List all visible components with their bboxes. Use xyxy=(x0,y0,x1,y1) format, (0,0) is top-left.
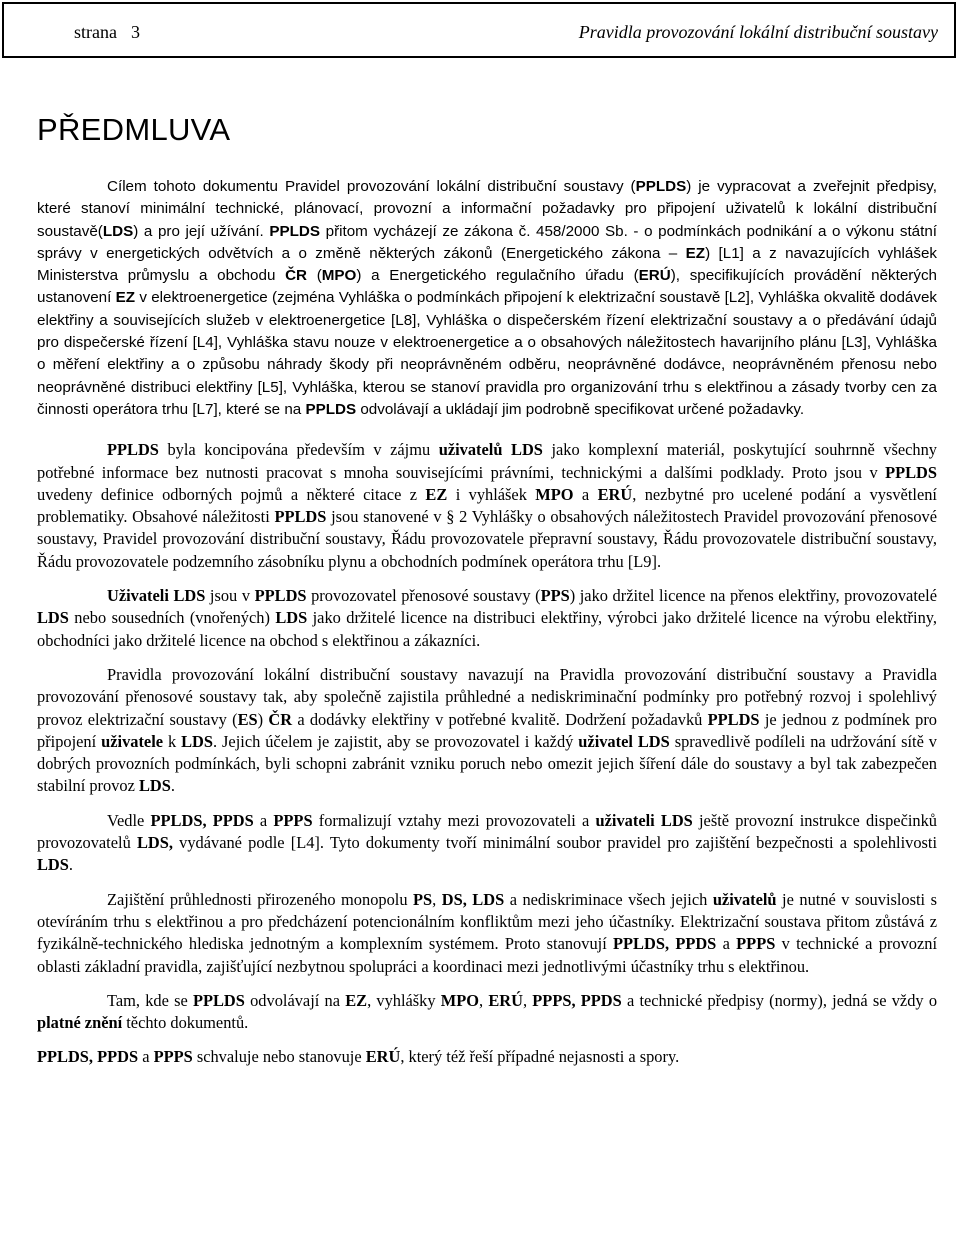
term-pplds: PPLDS xyxy=(274,507,327,527)
term-mpo: MPO xyxy=(321,267,357,285)
term-lds: LDS xyxy=(102,222,134,240)
term-pplds: PPLDS xyxy=(885,462,937,482)
page-label: strana xyxy=(74,22,117,42)
term-valid-version: platné znění xyxy=(37,1013,123,1033)
term-ez: EZ xyxy=(425,484,448,504)
term-users: uživatelů xyxy=(712,889,777,909)
text-run: Tam, kde se xyxy=(107,990,193,1010)
text-run: těchto dokumentů. xyxy=(122,1013,249,1033)
text-run: vydávané podle [L4]. Tyto dokumenty tvoří minimální soubor pravidel pro zajištění bezpečnosti a spolehlivosti xyxy=(172,833,938,853)
term-mpo: MPO xyxy=(440,990,480,1010)
paragraph-transparency xyxy=(37,889,937,978)
text-run: je nutné v souvislosti s otevíráním trhu s elektřinou a pro předcházení potencionálním konfliktům mezi jeho účastníky. Elektrizační soustava přitom zůstává z fyzikálně-technického hlediska jednotným a komplexním systémem. Proto stanovují xyxy=(37,889,937,954)
paragraph-concept xyxy=(37,439,937,573)
text-run: uvedeny definice odborných pojmů a některé citace z xyxy=(37,484,426,504)
text-run: a xyxy=(573,484,598,504)
text-run: a xyxy=(253,810,274,830)
term-ppps: PPPS xyxy=(273,810,313,830)
term-lds: LDS xyxy=(275,608,308,628)
paragraph-rules xyxy=(37,664,937,798)
term-pplds: PPLDS xyxy=(192,990,245,1010)
text-run: ) xyxy=(257,709,269,729)
term-lds-users: Uživateli LDS xyxy=(107,586,206,606)
text-run: ), specifikujících provádění některých ustanovení xyxy=(37,267,937,307)
term-pplds: PPLDS xyxy=(269,222,321,240)
text-run: v technické a provozní oblasti základní pravidla, zajišťující nezbytnou spolupráci a koordinaci mezi jednotlivými účastníky trhu s elektřinou. xyxy=(37,934,937,976)
term-pplds-ppds: PPLDS, PPDS xyxy=(150,810,254,830)
text-run: odvolávají na xyxy=(244,990,346,1010)
text-run: formalizují vztahy mezi provozovateli a xyxy=(312,810,596,830)
term-ps: PS xyxy=(413,889,433,909)
text-run: , který též řeší případné nejasnosti a spory. xyxy=(400,1047,680,1067)
text-run: a nediskriminace všech jejich xyxy=(504,889,713,909)
paragraph-instructions xyxy=(37,810,937,877)
text-run: nebo sousedních (vnořených) xyxy=(68,608,276,628)
text-run: Cílem tohoto dokumentu Pravidel provozování lokální distribuční soustavy ( xyxy=(107,178,636,195)
text-run: jsou stanovené v § 2 Vyhlášky o obsahových náležitostech Pravidel provozování přenosové soustavy, Pravidel provozování distribuční soustavy, Řádu provozovatele přepravní soustavy, Řádu provozovatele distribuční soustavy, Řádu provozovatele podzemního zásobníku plynu a obchodních podmínek operátora trhu [L9]. xyxy=(37,507,937,571)
term-lds: LDS xyxy=(37,855,69,875)
term-pplds-ppds: PPLDS, PPDS xyxy=(37,1047,139,1067)
section-title: PŘEDMLUVA xyxy=(37,112,231,147)
term-pplds-ppds: PPLDS, PPDS xyxy=(613,934,717,954)
text-run: ) [L1] a z navazujících vyhlášek Ministerstva průmyslu a obchodu xyxy=(37,244,937,285)
text-run: ještě provozní instrukce dispečinků provozovatelů xyxy=(37,810,937,853)
text-run: ) jako držitel licence na přenos elektřiny, provozovatelé xyxy=(569,586,937,606)
paragraph-references xyxy=(37,990,937,1035)
text-run: je jednou z podmínek pro připojení xyxy=(37,709,938,751)
term-pplds: PPLDS xyxy=(107,440,159,460)
text-run: schvaluje nebo stanovuje xyxy=(192,1047,366,1067)
page-number: 3 xyxy=(130,22,140,42)
text-run: . xyxy=(68,855,73,875)
text-run: . xyxy=(170,776,175,796)
term-users: uživatelů xyxy=(438,440,503,460)
text-run: ) je vypracovat a zveřejnit předpisy, které stanoví minimální technické, plánovací, provozní a informační požadavky pro připojení uživatelů k lokální distribuční soustavě( xyxy=(37,178,937,240)
text-run: byla koncipována především v zájmu xyxy=(158,440,439,460)
term-ppps: PPPS xyxy=(736,934,776,954)
text-run xyxy=(502,440,511,459)
text-run: a xyxy=(138,1047,154,1067)
paragraph-users xyxy=(37,585,937,652)
term-eru: ERÚ xyxy=(638,267,671,285)
text-run: ( xyxy=(307,267,322,285)
text-run: Vedle xyxy=(107,810,151,830)
text-run: , xyxy=(522,990,533,1010)
term-pplds: PPLDS xyxy=(635,178,687,195)
text-run: ) a Energetického regulačního úřadu ( xyxy=(356,267,639,285)
text-run: přitom vycházejí ze zákona č. 458/2000 Sb. - o podmínkách podnikání a o výkonu státní správy v energetických odvětvích a o změně některých zákonů (Energetického zákona – xyxy=(37,222,937,262)
text-run: a xyxy=(716,934,737,954)
term-eru: ERÚ xyxy=(365,1047,401,1067)
text-run: jsou v xyxy=(205,586,255,606)
document-title: Pravidla provozování lokální distribuční soustavy xyxy=(578,22,938,42)
paragraph-approval xyxy=(37,1046,937,1068)
term-lds-user: uživatel LDS xyxy=(578,731,670,751)
term-eru: ERÚ xyxy=(597,484,633,504)
text-run: v elektroenergetice (zejména Vyhláška o podmínkách připojení k elektrizační soustavě [L2], Vyhláška okvalitě dodávek elektřiny a souvisejících služeb v elektroenergetice [L8], Vyhláška o dispečerském řízení elektrizační soustavy a o předávání údajů pro dispečerské řízení [L4], Vyhláška stavu nouze v elektroenergetice a o obsahových náležitostech havarijního plánu [L3], Vyhláška o měření elektřiny a o způsobu náhrady škody při neoprávněném odběru, neoprávněné dodávce, neoprávněném přenosu nebo neoprávněné distribuci elektřiny [L5], Vyhláška, kterou se stanoví pravidla pro organizování trhu s elektřinou a zásady tvorby cen za činnosti operátora trhu [L7], které se na xyxy=(37,289,937,418)
document-body xyxy=(37,176,937,1087)
term-user: uživatele xyxy=(101,731,164,751)
text-run: , nezbytné pro ucelené podání a vysvětlení problematiky. Obsahové náležitosti xyxy=(37,484,937,527)
paragraph-purpose xyxy=(37,176,937,421)
term-ez: EZ xyxy=(345,990,368,1010)
term-ds-lds: DS, LDS xyxy=(441,889,505,909)
text-run: , xyxy=(479,990,489,1010)
text-run: spravedlivě podíleli na udržování sítě v dobrých provozních podmínkách, byli schopni zabránit vzniku poruch nebo omezit jejich šíření dále do soustavy a byl tak zabezpečen stabilní provoz xyxy=(37,731,938,796)
term-eru: ERÚ xyxy=(488,990,523,1010)
term-ez: EZ xyxy=(115,289,136,307)
term-lds: LDS xyxy=(511,440,543,460)
term-cr: ČR xyxy=(285,267,308,285)
term-pplds: PPLDS xyxy=(305,400,357,418)
text-run: k xyxy=(163,731,182,751)
term-ez: EZ xyxy=(685,244,706,262)
text-run: jako komplexní materiál, poskytující souhrnně všechny potřebné informace bez nutnosti pracovat s mnoha souvisejícími právními, technickými a dalšími podklady. Proto jsou v xyxy=(37,440,937,482)
term-pplds: PPLDS xyxy=(254,586,307,606)
term-ppps: PPPS xyxy=(153,1047,193,1067)
text-run: a technické předpisy (normy), jedná se vždy o xyxy=(621,990,938,1010)
term-es: ES xyxy=(237,709,258,729)
text-run: provozovatel přenosové soustavy ( xyxy=(306,586,541,606)
text-run: jako držitelé licence na distribuci elektřiny, výrobci jako držitelé licence na výrobu elektřiny, obchodníci jako držitelé licence na obchod s elektřinou a zákazníci. xyxy=(37,608,937,650)
page-header xyxy=(2,2,956,58)
term-pplds: PPLDS xyxy=(707,709,760,729)
page-indicator xyxy=(74,22,140,43)
term-lds: LDS xyxy=(181,731,214,751)
text-run: , vyhlášky xyxy=(367,990,441,1010)
text-run: odvolávají a ukládají jim podrobně specifikovat určené požadavky. xyxy=(356,400,805,418)
text-run: , xyxy=(432,889,442,909)
term-lds-users: uživateli LDS xyxy=(595,810,693,830)
term-ppps-ppds: PPPS, PPDS xyxy=(532,990,622,1010)
term-lds: LDS xyxy=(37,608,69,628)
text-run: . Jejich účelem je zajistit, aby se provozovatel i každý xyxy=(213,731,579,751)
text-run: Pravidla provozování lokální distribuční soustavy navazují na Pravidla provozování distribuční soustavy a Pravidla provozování přenosové soustavy tak, aby společně zajistila průhledné a nediskriminační podmínky pro potřebný rozvoj i spolehlivý provoz elektrizační soustavy ( xyxy=(37,664,937,729)
text-run: i vyhlášek xyxy=(447,484,536,504)
text-run: Zajištění průhlednosti přirozeného monopolu xyxy=(107,889,414,909)
text-run: a dodávky elektřiny v potřebné kvalitě. Dodržení požadavků xyxy=(292,709,708,729)
term-mpo: MPO xyxy=(535,484,574,504)
term-cr: ČR xyxy=(268,709,293,729)
term-lds: LDS, xyxy=(136,833,173,853)
term-lds: LDS xyxy=(138,776,171,796)
text-run: ) a pro její užívání. xyxy=(133,222,270,240)
term-pps: PPS xyxy=(540,586,570,606)
